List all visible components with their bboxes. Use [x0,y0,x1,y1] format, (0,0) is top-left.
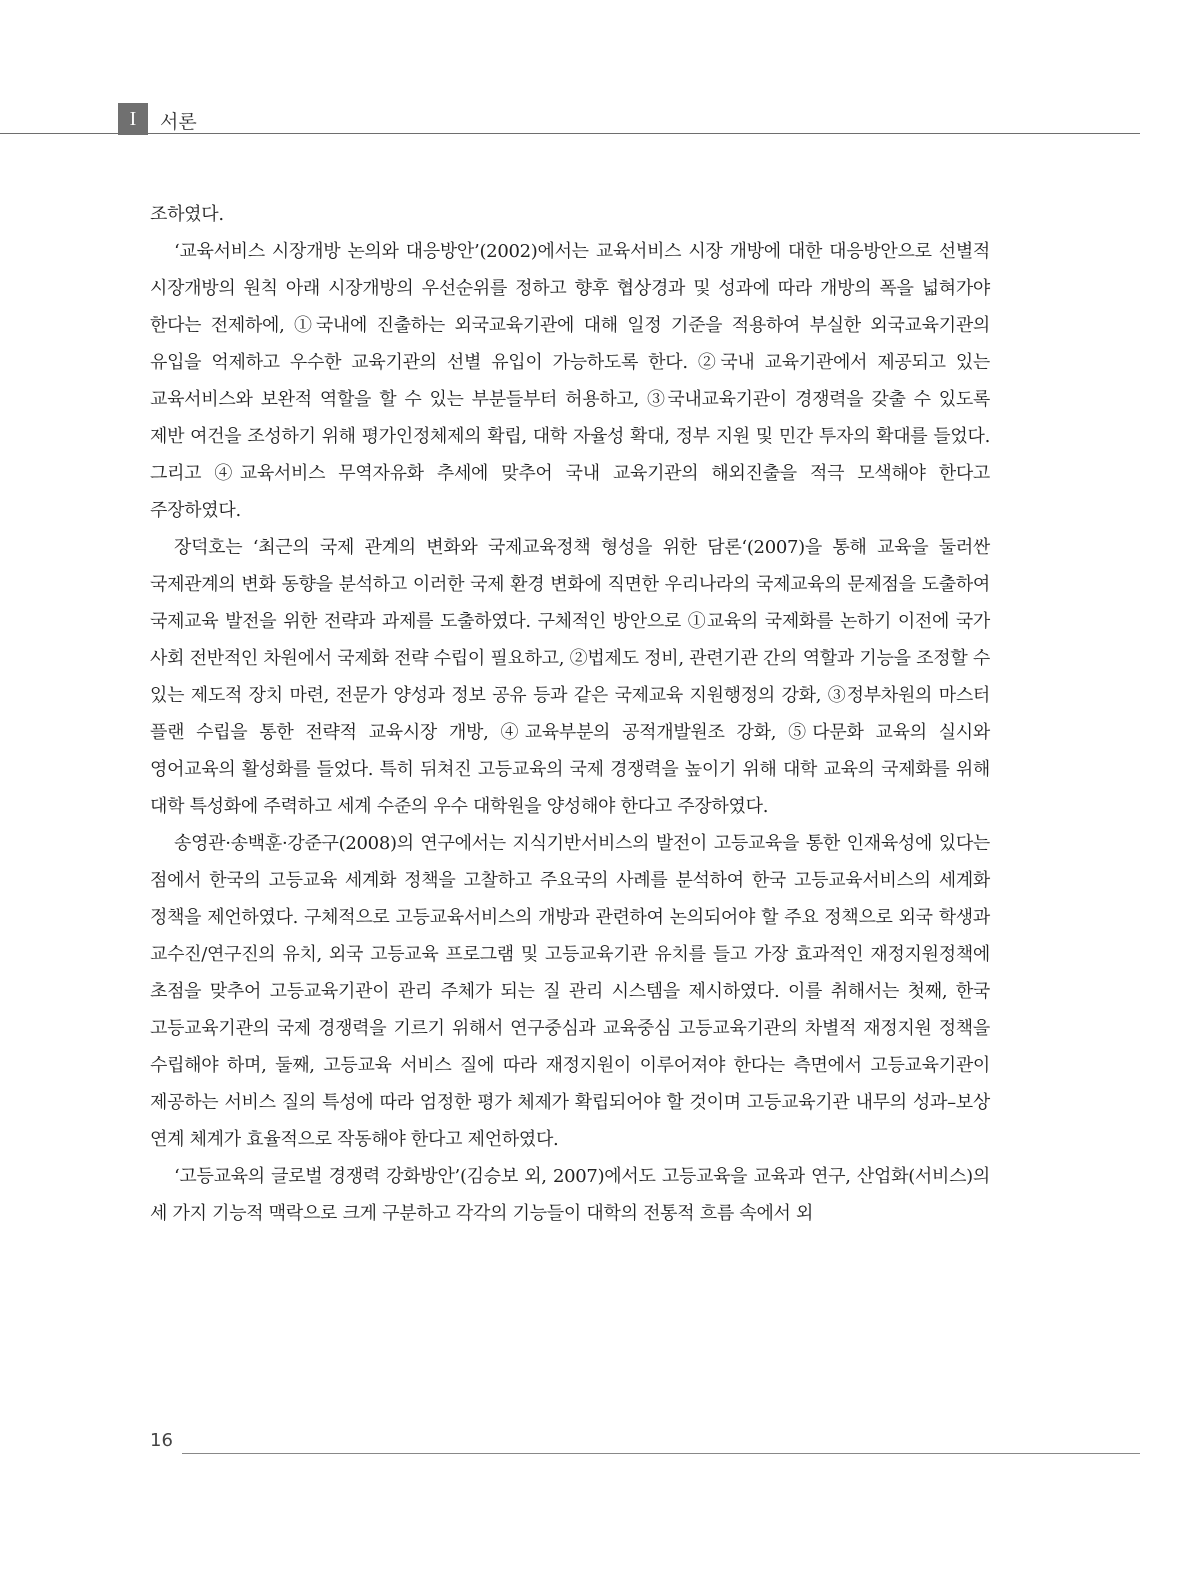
chapter-title: 서론 [160,111,197,133]
body-text [150,196,990,1232]
paragraph-international-education: 장덕호는 ‘최근의 국제 관계의 변화와 국제교육정책 형성을 위한 담론‘(2007)을 통해 교육을 둘러싼 국제관계의 변화 동향을 분석하고 이러한 국제 환경 변화에 직면한 우리나라의 국제교육의 문제점을 도출하여 국제교육 발전을 위한 전략과 과제를 도출하였다. 구체적인 방안으로 ①교육의 국제화를 논하기 이전에 국가 사회 전반적인 차원에서 국제화 전략 수립이 필요하고, ②법제도 정비, 관련기관 간의 역할과 기능을 조정할 수 있는 제도적 장치 마련, 전문가 양성과 정보 공유 등과 같은 국제교육 지원행정의 강화, ③정부차원의 마스터 플랜 수립을 통한 전략적 교육시장 개방, ④교육부분의 공적개발원조 강화, ⑤다문화 교육의 실시와 영어교육의 활성화를 들었다. 특히 뒤쳐진 고등교육의 국제 경쟁력을 높이기 위해 대학 교육의 국제화를 위해 대학 특성화에 주력하고 세계 수준의 우수 대학원을 양성해야 한다고 주장하였다. [150,537,990,817]
paragraph-continuation: 조하였다. [150,204,224,225]
chapter-number-badge: I [118,103,148,135]
footer [150,1430,1140,1456]
paragraph-market-opening: ‘교육서비스 시장개방 논의와 대응방안’(2002)에서는 교육서비스 시장 개방에 대한 대응방안으로 선별적 시장개방의 원칙 아래 시장개방의 우선순위를 정하고 향후 협상경과 및 성과에 따라 개방의 폭을 넓혀가야 한다는 전제하에, ①국내에 진출하는 외국교육기관에 대해 일정 기준을 적용하여 부실한 외국교육기관의 유입을 억제하고 우수한 교육기관의 선별 유입이 가능하도록 한다. ②국내 교육기관에서 제공되고 있는 교육서비스와 보완적 역할을 할 수 있는 부분들부터 허용하고, ③국내교육기관이 경쟁력을 갖출 수 있도록 제반 여건을 조성하기 위해 평가인정체제의 확립, 대학 자율성 확대, 정부 지원 및 민간 투자의 확대를 들었다. 그리고 ④교육서비스 무역자유화 추세에 맞추어 국내 교육기관의 해외진출을 적극 모색해야 한다고 주장하였다. [150,241,990,521]
paragraph-higher-education-globalization: 송영관·송백훈·강준구(2008)의 연구에서는 지식기반서비스의 발전이 고등교육을 통한 인재육성에 있다는 점에서 한국의 고등교육 세계화 정책을 고찰하고 주요국의 사례를 분석하여 한국 고등교육서비스의 세계화 정책을 제언하였다. 구체적으로 고등교육서비스의 개방과 관련하여 논의되어야 할 주요 정책으로 외국 학생과 교수진/연구진의 유치, 외국 고등교육 프로그램 및 고등교육기관 유치를 들고 가장 효과적인 재정지원정책에 초점을 맞추어 고등교육기관이 관리 주체가 되는 질 관리 시스템을 제시하였다. 이를 취해서는 첫째, 한국 고등교육기관의 국제 경쟁력을 기르기 위해서 연구중심과 교육중심 고등교육기관의 차별적 재정지원 정책을 수립해야 하며, 둘째, 고등교육 서비스 질에 따라 재정지원이 이루어져야 한다는 측면에서 고등교육기관이 제공하는 서비스 질의 특성에 따라 엄정한 평가 체제가 확립되어야 할 것이며 고등교육기관 내무의 성과–보상 연계 체계가 효율적으로 작동해야 한다고 제언하였다. [150,833,990,1150]
page-number: 16 [150,1430,173,1451]
footer-rule [182,1453,1140,1454]
paragraph-global-competitiveness: ‘고등교육의 글로벌 경쟁력 강화방안’(김승보 외, 2007)에서도 고등교육을 교육과 연구, 산업화(서비스)의 세 가지 기능적 맥락으로 크게 구분하고 각각의 기능들이 대학의 전통적 흐름 속에서 외 [150,1166,990,1224]
